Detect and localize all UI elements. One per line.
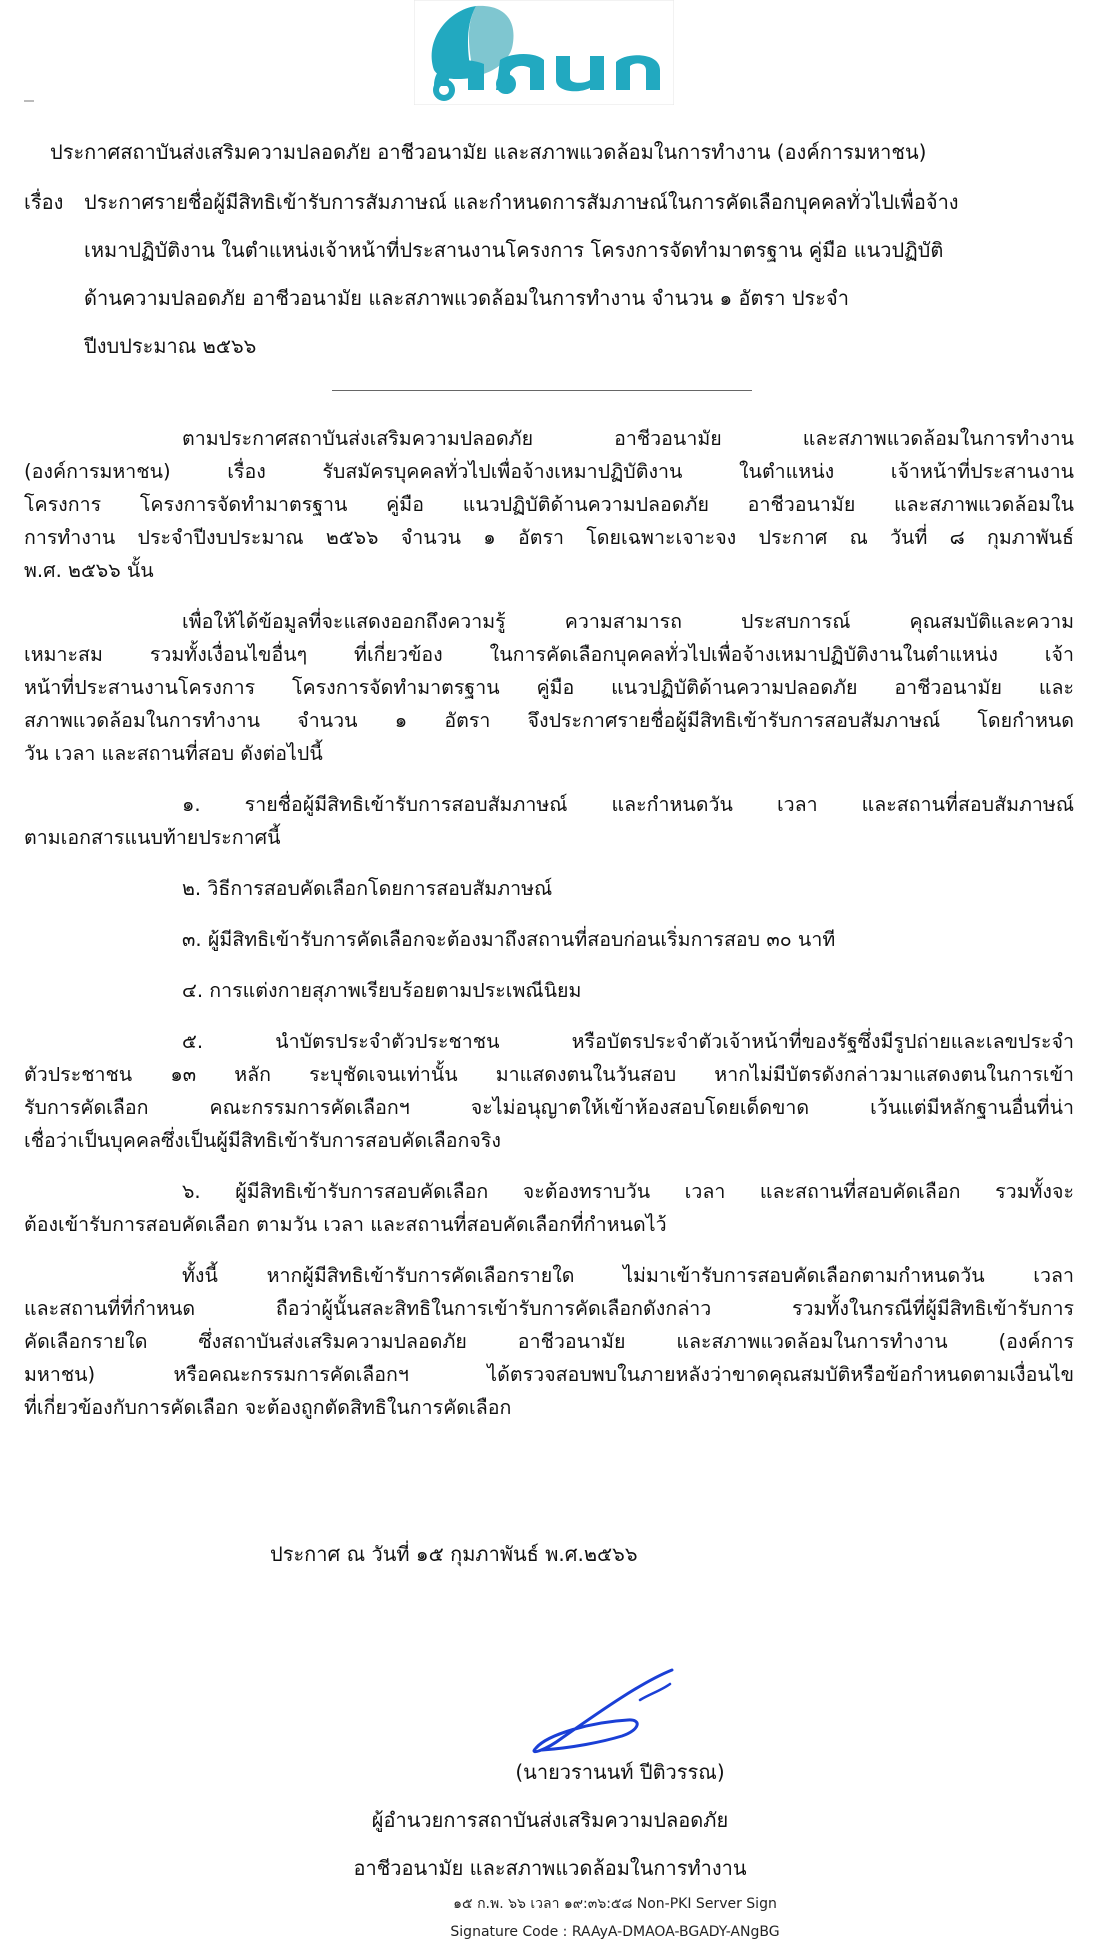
signer-position-line: ผู้อำนวยการสถาบันส่งเสริมความปลอดภัย bbox=[371, 1808, 729, 1832]
announcement-body bbox=[24, 422, 1074, 1442]
header-divider bbox=[332, 390, 752, 391]
small-dash-mark bbox=[24, 100, 34, 102]
paragraph-line: รับการคัดเลือก คณะกรรมการคัดเลือกฯ จะไม่อนุญาตให้เข้าห้องสอบโดยเด็ดขาด เว้นแต่มีหลักฐานอื่นที่น่า bbox=[24, 1096, 1074, 1119]
paragraph-line: ๑. รายชื่อผู้มีสิทธิเข้ารับการสอบสัมภาษณ์ และกำหนดวัน เวลา และสถานที่สอบสัมภาษณ์ bbox=[182, 793, 1074, 816]
paragraph-line: สภาพแวดล้อมในการทำงาน จำนวน ๑ อัตรา จึงประกาศรายชื่อผู้มีสิทธิเข้ารับการสอบสัมภาษณ์ โดยกำหนด bbox=[24, 709, 1074, 732]
paragraph-line: คัดเลือกรายใด ซึ่งสถาบันส่งเสริมความปลอดภัย อาชีวอนามัย และสภาพแวดล้อมในการทำงาน (องค์การ bbox=[24, 1330, 1074, 1353]
signature-code bbox=[0, 1920, 1100, 1944]
list-item-3 bbox=[24, 923, 1074, 956]
paragraph-purpose bbox=[24, 605, 1074, 770]
announcement-title: ประกาศสถาบันส่งเสริมความปลอดภัย อาชีวอนามัย และสภาพแวดล้อมในการทำงาน (องค์การมหาชน) bbox=[50, 140, 927, 164]
paragraph-line: ๖. ผู้มีสิทธิเข้ารับการสอบคัดเลือก จะต้องทราบวัน เวลา และสถานที่สอบคัดเลือก รวมทั้งจะ bbox=[182, 1180, 1074, 1203]
paragraph-line: ทั้งนี้ หากผู้มีสิทธิเข้ารับการคัดเลือกรายใด ไม่มาเข้ารับการสอบคัดเลือกตามกำหนดวัน เวลา bbox=[182, 1264, 1074, 1287]
list-item-4 bbox=[24, 974, 1074, 1007]
list-item-6 bbox=[24, 1175, 1074, 1241]
paragraph-line: (องค์การมหาชน) เรื่อง รับสมัครบุคคลทั่วไปเพื่อจ้างเหมาปฏิบัติงาน ในตำแหน่ง เจ้าหน้าที่ประสานงาน bbox=[24, 460, 1074, 483]
paragraph-line: วัน เวลา และสถานที่สอบ ดังต่อไปนี้ bbox=[24, 742, 323, 765]
subject-text bbox=[84, 178, 1074, 370]
signer-name bbox=[0, 1752, 1100, 1792]
paragraph-disqualification bbox=[24, 1259, 1074, 1424]
subject-label: เรื่อง bbox=[24, 190, 64, 214]
signature-code-text: Signature Code : RAAyA-DMAOA-BGADY-ANgBG bbox=[450, 1924, 780, 1940]
organization-logo bbox=[414, 0, 674, 105]
paragraph-line: พ.ศ. ๒๕๖๖ นั้น bbox=[24, 559, 154, 582]
paragraph-line: ที่เกี่ยวข้องกับการคัดเลือก จะต้องถูกตัดสิทธิในการคัดเลือก bbox=[24, 1396, 512, 1419]
paragraph-line: มหาชน) หรือคณะกรรมการคัดเลือกฯ ได้ตรวจสอบพบในภายหลังว่าขาดคุณสมบัติหรือข้อกำหนดตามเงื่อนไข bbox=[24, 1363, 1074, 1386]
paragraph-line: ต้องเข้ารับการสอบคัดเลือก ตามวัน เวลา และสถานที่สอบคัดเลือกที่กำหนดไว้ bbox=[24, 1213, 667, 1236]
signer-name-text: (นายวรานนท์ ปีติวรรณ) bbox=[515, 1760, 725, 1784]
subject-line: เหมาปฏิบัติงาน ในตำแหน่งเจ้าหน้าที่ประสานงานโครงการ โครงการจัดทำมาตรฐาน คู่มือ แนวปฏิบัติ bbox=[84, 238, 944, 262]
paragraph-line: โครงการ โครงการจัดทำมาตรฐาน คู่มือ แนวปฏิบัติด้านความปลอดภัย อาชีวอนามัย และสภาพแวดล้อมใน bbox=[24, 493, 1074, 516]
paragraph-line: เพื่อให้ได้ข้อมูลที่จะแสดงออกถึงความรู้ ความสามารถ ประสบการณ์ คุณสมบัติและความ bbox=[182, 610, 1074, 633]
paragraph-line: การทำงาน ประจำปีงบประมาณ ๒๕๖๖ จำนวน ๑ อัตรา โดยเฉพาะเจาะจง ประกาศ ณ วันที่ ๘ กุมภาพันธ์ bbox=[24, 526, 1074, 549]
e-sign-timestamp-text: ๑๕ ก.พ. ๖๖ เวลา ๑๙:๓๖:๕๘ Non-PKI Server Sign bbox=[453, 1896, 777, 1912]
paragraph-line: ๒. วิธีการสอบคัดเลือกโดยการสอบสัมภาษณ์ bbox=[182, 877, 553, 900]
paragraph-line: ตัวประชาชน ๑๓ หลัก ระบุชัดเจนเท่านั้น มาแสดงตนในวันสอบ หากไม่มีบัตรดังกล่าวมาแสดงตนในการเข้า bbox=[24, 1063, 1074, 1086]
paragraph-line: หน้าที่ประสานงานโครงการ โครงการจัดทำมาตรฐาน คู่มือ แนวปฏิบัติด้านความปลอดภัย อาชีวอนามัย และ bbox=[24, 676, 1074, 699]
paragraph-line: ตามเอกสารแนบท้ายประกาศนี้ bbox=[24, 826, 281, 849]
list-item-2 bbox=[24, 872, 1074, 905]
announcement-date: ประกาศ ณ วันที่ ๑๕ กุมภาพันธ์ พ.ศ.๒๕๖๖ bbox=[270, 1542, 638, 1566]
list-item-5 bbox=[24, 1025, 1074, 1157]
paragraph-reference bbox=[24, 422, 1074, 587]
subject-line: ปีงบประมาณ ๒๕๖๖ bbox=[84, 334, 257, 358]
signer-position-line-2: อาชีวอนามัย และสภาพแวดล้อมในการทำงาน bbox=[353, 1856, 747, 1880]
paragraph-line: ๓. ผู้มีสิทธิเข้ารับการคัดเลือกจะต้องมาถึงสถานที่สอบก่อนเริ่มการสอบ ๓๐ นาที bbox=[182, 928, 836, 951]
paragraph-line: เหมาะสม รวมทั้งเงื่อนไขอื่นๆ ที่เกี่ยวข้อง ในการคัดเลือกบุคคลทั่วไปเพื่อจ้างเหมาปฏิบัติงานในตำแหน่ง เจ้า bbox=[24, 643, 1074, 666]
paragraph-line: เชื่อว่าเป็นบุคคลซึ่งเป็นผู้มีสิทธิเข้ารับการสอบคัดเลือกจริง bbox=[24, 1129, 501, 1152]
subject-line: ประกาศรายชื่อผู้มีสิทธิเข้ารับการสัมภาษณ์ และกำหนดการสัมภาษณ์ในการคัดเลือกบุคคลทั่วไปเพื่อจ้าง bbox=[84, 190, 959, 214]
announcement-subject bbox=[24, 178, 1074, 370]
paragraph-line: ตามประกาศสถาบันส่งเสริมความปลอดภัย อาชีวอนามัย และสภาพแวดล้อมในการทำงาน bbox=[182, 427, 1074, 450]
list-item-1 bbox=[24, 788, 1074, 854]
paragraph-line: ๔. การแต่งกายสุภาพเรียบร้อยตามประเพณีนิยม bbox=[182, 979, 582, 1002]
handwritten-signature bbox=[522, 1660, 682, 1760]
e-sign-timestamp bbox=[0, 1892, 1100, 1916]
paragraph-line: และสถานที่ที่กำหนด ถือว่าผู้นั้นสละสิทธิในการเข้ารับการคัดเลือกดังกล่าว รวมทั้งในกรณีที่ผู้มีสิทธิเข้ารับการ bbox=[24, 1297, 1074, 1320]
signer-position bbox=[0, 1800, 1100, 1840]
subject-line: ด้านความปลอดภัย อาชีวอนามัย และสภาพแวดล้อมในการทำงาน จำนวน ๑ อัตรา ประจำ bbox=[84, 286, 849, 310]
paragraph-line: ๕. นำบัตรประจำตัวประชาชน หรือบัตรประจำตัวเจ้าหน้าที่ของรัฐซึ่งมีรูปถ่ายและเลขประจำ bbox=[182, 1030, 1074, 1053]
